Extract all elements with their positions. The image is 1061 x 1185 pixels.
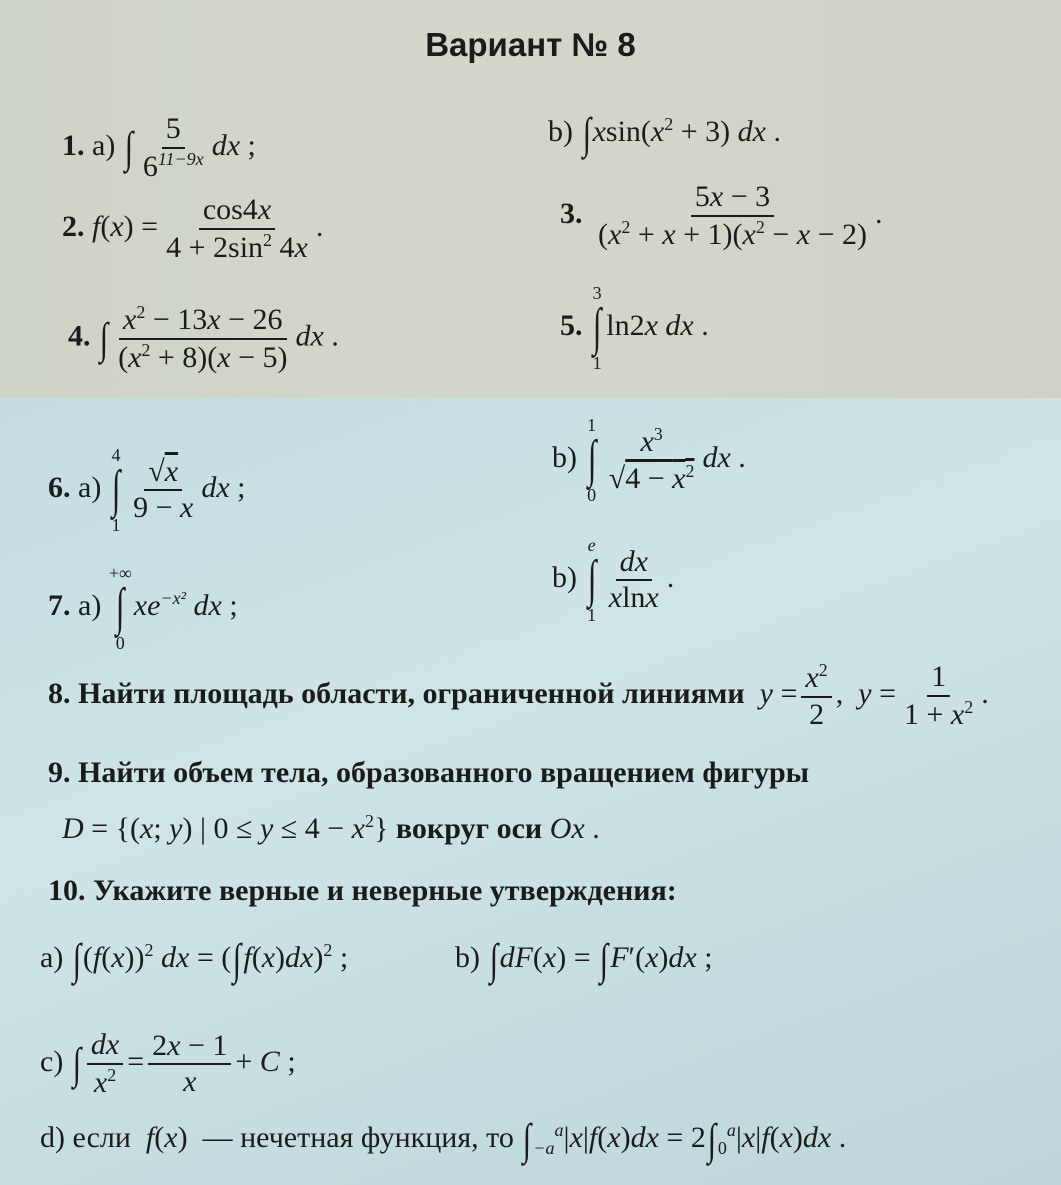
part-label: c) <box>40 1044 64 1078</box>
task-2: 2. f(x) = $\frac{\cos 4x}{4 + 2\sin^2 4x}$ . <box>62 193 324 264</box>
part-label: b) <box>552 560 577 594</box>
task-9-line2: D = {(x; y) | $0 \le y \le 4 - x^2$} вокруг оси Ox . <box>62 811 600 845</box>
task-text: — нечетная функция, то <box>202 1120 514 1154</box>
task-number: 8. <box>48 676 71 710</box>
task-8: 8. Найти площадь области, ограниченной линиями y = $\frac{x^2}{2}$ , y = $\frac{1}{1 + x^2}$ . <box>48 660 989 731</box>
task-6b: b) 1 ∫ 0 $\frac{x^3}{√4 - x^2}$ dx . <box>552 415 746 505</box>
task-number: 6. <box>48 470 71 504</box>
task-number: 1. <box>62 128 85 162</box>
task-number: 5. <box>560 308 583 342</box>
task-number: 10. <box>48 874 86 907</box>
task-text: если <box>72 1120 131 1154</box>
task-6a: 6. a) 4 ∫ 1 $\frac{√x}{9 - x}$ dx ; <box>48 445 246 535</box>
task-4: 4. ∫ $\frac{x^2 - 13x - 26}{(x^2 + 8)(x - 5)}$ dx . <box>68 302 339 374</box>
task-7b: b) e ∫ 1 $\frac{dx}{xlnx}$ . <box>552 535 675 625</box>
task-1b: b) $\int xsin(x^2 + 3)$ dx . <box>548 109 781 158</box>
task-5: 5. 3 ∫ 1 ln2x dx . <box>560 283 709 373</box>
task-text: Найти площадь области, ограниченной линиями <box>78 676 745 710</box>
task-10 <box>48 876 677 906</box>
page-title: Вариант № 8 <box>425 26 636 63</box>
task-10d: d) если f(x) — нечетная функция, то ∫ $_{-a}^a$|x|f(x)dx = 2∫ $_0^a$|x|f(x)dx . <box>40 1115 847 1164</box>
part-label: b) <box>548 114 573 148</box>
task-10c: c) ∫ $\frac{dx}{x^2}$ = $\frac{2x - 1}{x}$ + C ; <box>40 1028 296 1099</box>
task-text: Найти объем тела, образованного вращением фигуры <box>78 756 810 789</box>
task-10a: a) $\int(f(x))^2$ dx = $(\int f(x)dx)^2$ ; <box>40 935 349 984</box>
part-label: a) <box>40 940 64 974</box>
task-number: 4. <box>68 319 91 353</box>
part-label: a) <box>92 128 116 162</box>
task-3: 3. $\frac{5x - 3}{(x^2 + x + 1)(x^2 - x - 2)}$ . <box>560 180 883 251</box>
part-label: a) <box>78 588 102 622</box>
part-label: b) <box>552 440 577 474</box>
part-label: a) <box>78 470 102 504</box>
part-label: d) <box>40 1120 65 1154</box>
part-label: b) <box>455 940 480 974</box>
task-number: 3. <box>560 196 583 230</box>
task-1a: 1. a) ∫ $\frac{5}{6^{11-9x}}$ dx ; <box>62 112 256 183</box>
task-text: Укажите верные и неверные утверждения: <box>93 874 677 907</box>
task-number: 2. <box>62 209 85 243</box>
task-text: вокруг оси <box>395 812 543 845</box>
task-number: 7. <box>48 588 71 622</box>
task-7a: 7. a) +∞ ∫ 0 $xe^{-x^2}$ dx ; <box>48 563 238 653</box>
task-9 <box>48 758 809 788</box>
task-10b: b) ∫dF(x) = ∫F′(x)dx ; <box>455 935 713 984</box>
task-number: 9. <box>48 756 71 789</box>
